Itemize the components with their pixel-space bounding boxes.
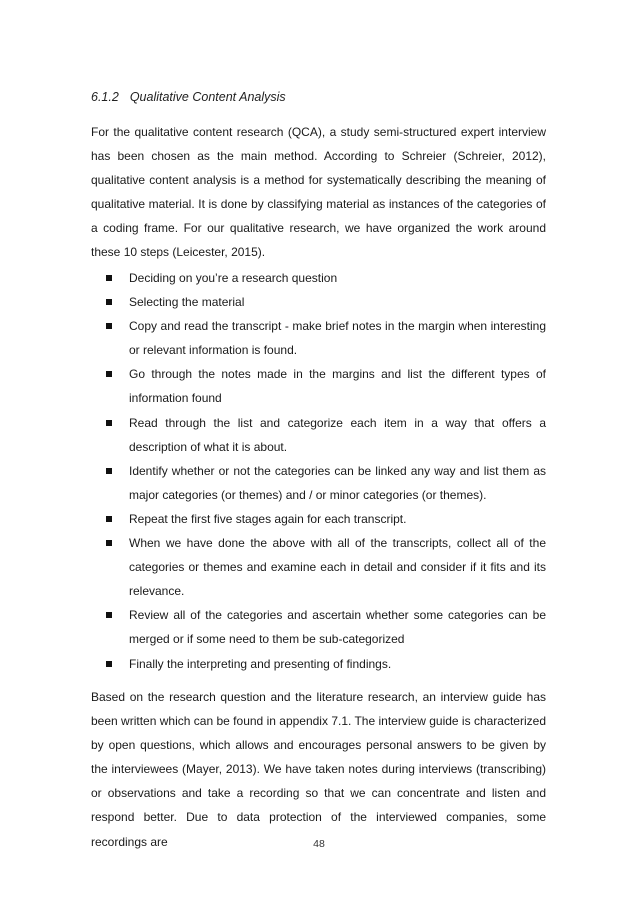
list-item-text: Finally the interpreting and presenting of findings. — [129, 656, 392, 671]
bullet-icon — [106, 323, 112, 329]
bullet-icon — [106, 275, 112, 281]
bullet-icon — [106, 516, 112, 522]
list-item-text: When we have done the above with all of the transcripts, collect all of the categories or themes and examine each in detail and consider if it fits and its relevance. — [129, 536, 546, 599]
list-item — [91, 266, 546, 290]
list-item — [91, 531, 546, 603]
bullet-icon — [106, 661, 112, 667]
list-item-text: Selecting the material — [129, 295, 245, 310]
section-title: Qualitative Content Analysis — [129, 90, 286, 104]
bullet-icon — [106, 299, 112, 305]
list-item — [91, 459, 546, 507]
list-item — [91, 411, 546, 459]
list-item-text: Identify whether or not the categories can be linked any way and list them as major categories (or themes) and / or minor categories (or themes). — [129, 463, 546, 502]
bullet-icon — [106, 612, 112, 618]
list-item-text: Repeat the first five stages again for each transcript. — [129, 511, 407, 526]
list-item-text: Copy and read the transcript - make brief notes in the margin when interesting or relevant information is found. — [129, 319, 546, 358]
list-item — [91, 362, 546, 410]
intro-paragraph: For the qualitative content research (QCA), a study semi-structured expert interview has been chosen as the main method. According to Schreier (Schreier, 2012), qualitative content analysis is a method for systematically describing the meaning of qualitative material. It is done by classifying material as instances of the categories of a coding frame. For our qualitative research, we have organized the work around these 10 steps (Leicester, 2015). — [91, 125, 546, 260]
list-item-text: Deciding on you’re a research question — [129, 271, 338, 285]
bullet-icon — [106, 468, 112, 474]
bullet-icon — [106, 371, 112, 377]
list-item — [91, 507, 546, 531]
section-number: 6.1.2 — [91, 90, 119, 104]
list-item-text: Go through the notes made in the margins and list the different types of information found — [129, 367, 546, 406]
list-item — [91, 603, 546, 651]
list-item — [91, 290, 546, 314]
list-item-text: Read through the list and categorize each item in a way that offers a description of what it is about. — [129, 415, 546, 454]
section-heading — [91, 90, 286, 104]
steps-list — [91, 266, 546, 676]
list-item — [91, 652, 546, 676]
bullet-icon — [106, 540, 112, 546]
list-item-text: Review all of the categories and ascertain whether some categories can be merged or if some need to them be sub-categorized — [129, 608, 546, 647]
list-item — [91, 314, 546, 362]
page-number: 48 — [313, 838, 325, 850]
bullet-icon — [106, 420, 112, 426]
closing-paragraph: Based on the research question and the literature research, an interview guide has been written which can be found in appendix 7.1. The interview guide is characterized by open questions, which allows and encourages personal answers to be given by the interviewees (Mayer, 2013). We have taken notes during interviews (transcribing) or observations and take a recording so that we can concentrate and listen and respond better. Due to data protection of the interviewed companies, some recordings are — [91, 690, 546, 849]
